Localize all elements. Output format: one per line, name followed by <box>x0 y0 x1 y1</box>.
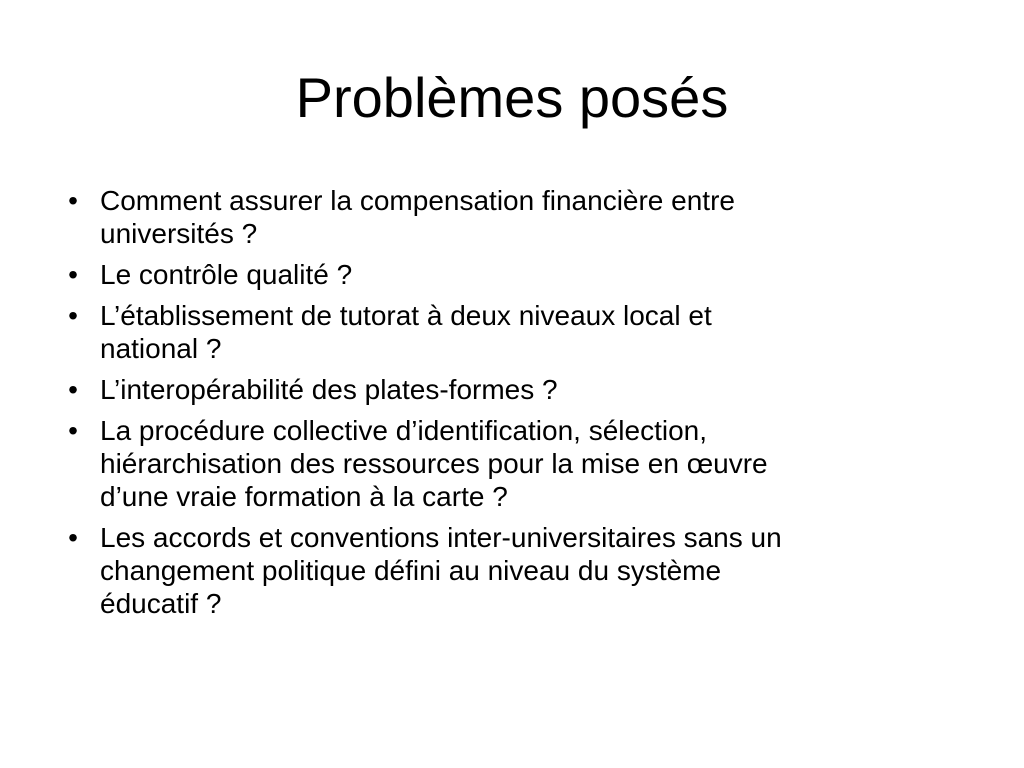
bullet-item <box>58 414 958 513</box>
bullet-text: Le contrôle qualité ? <box>100 259 353 290</box>
bullet-item <box>58 373 958 406</box>
bullet-mark: • <box>68 374 78 405</box>
bullet-mark: • <box>68 185 78 216</box>
bullet-mark: • <box>68 300 78 331</box>
bullet-item <box>58 258 958 291</box>
bullet-item <box>58 299 958 365</box>
bullet-list <box>58 184 958 628</box>
bullet-text: Les accords et conventions inter-universitaires sans un changement politique défini au niveau du système éducatif ? <box>100 522 782 619</box>
bullet-mark: • <box>68 259 78 290</box>
bullet-mark: • <box>68 415 78 446</box>
bullet-text: L’interopérabilité des plates-formes ? <box>100 374 558 405</box>
slide-title: Problèmes posés <box>295 66 729 129</box>
bullet-text: L’établissement de tutorat à deux niveaux local et national ? <box>100 300 712 364</box>
bullet-text: Comment assurer la compensation financière entre universités ? <box>100 185 735 249</box>
bullet-item <box>58 184 958 250</box>
bullet-mark: • <box>68 522 78 553</box>
bullet-text: La procédure collective d’identification, sélection, hiérarchisation des ressources pour la mise en œuvre d’une vraie formation à la carte ? <box>100 415 768 512</box>
bullet-item <box>58 521 958 620</box>
